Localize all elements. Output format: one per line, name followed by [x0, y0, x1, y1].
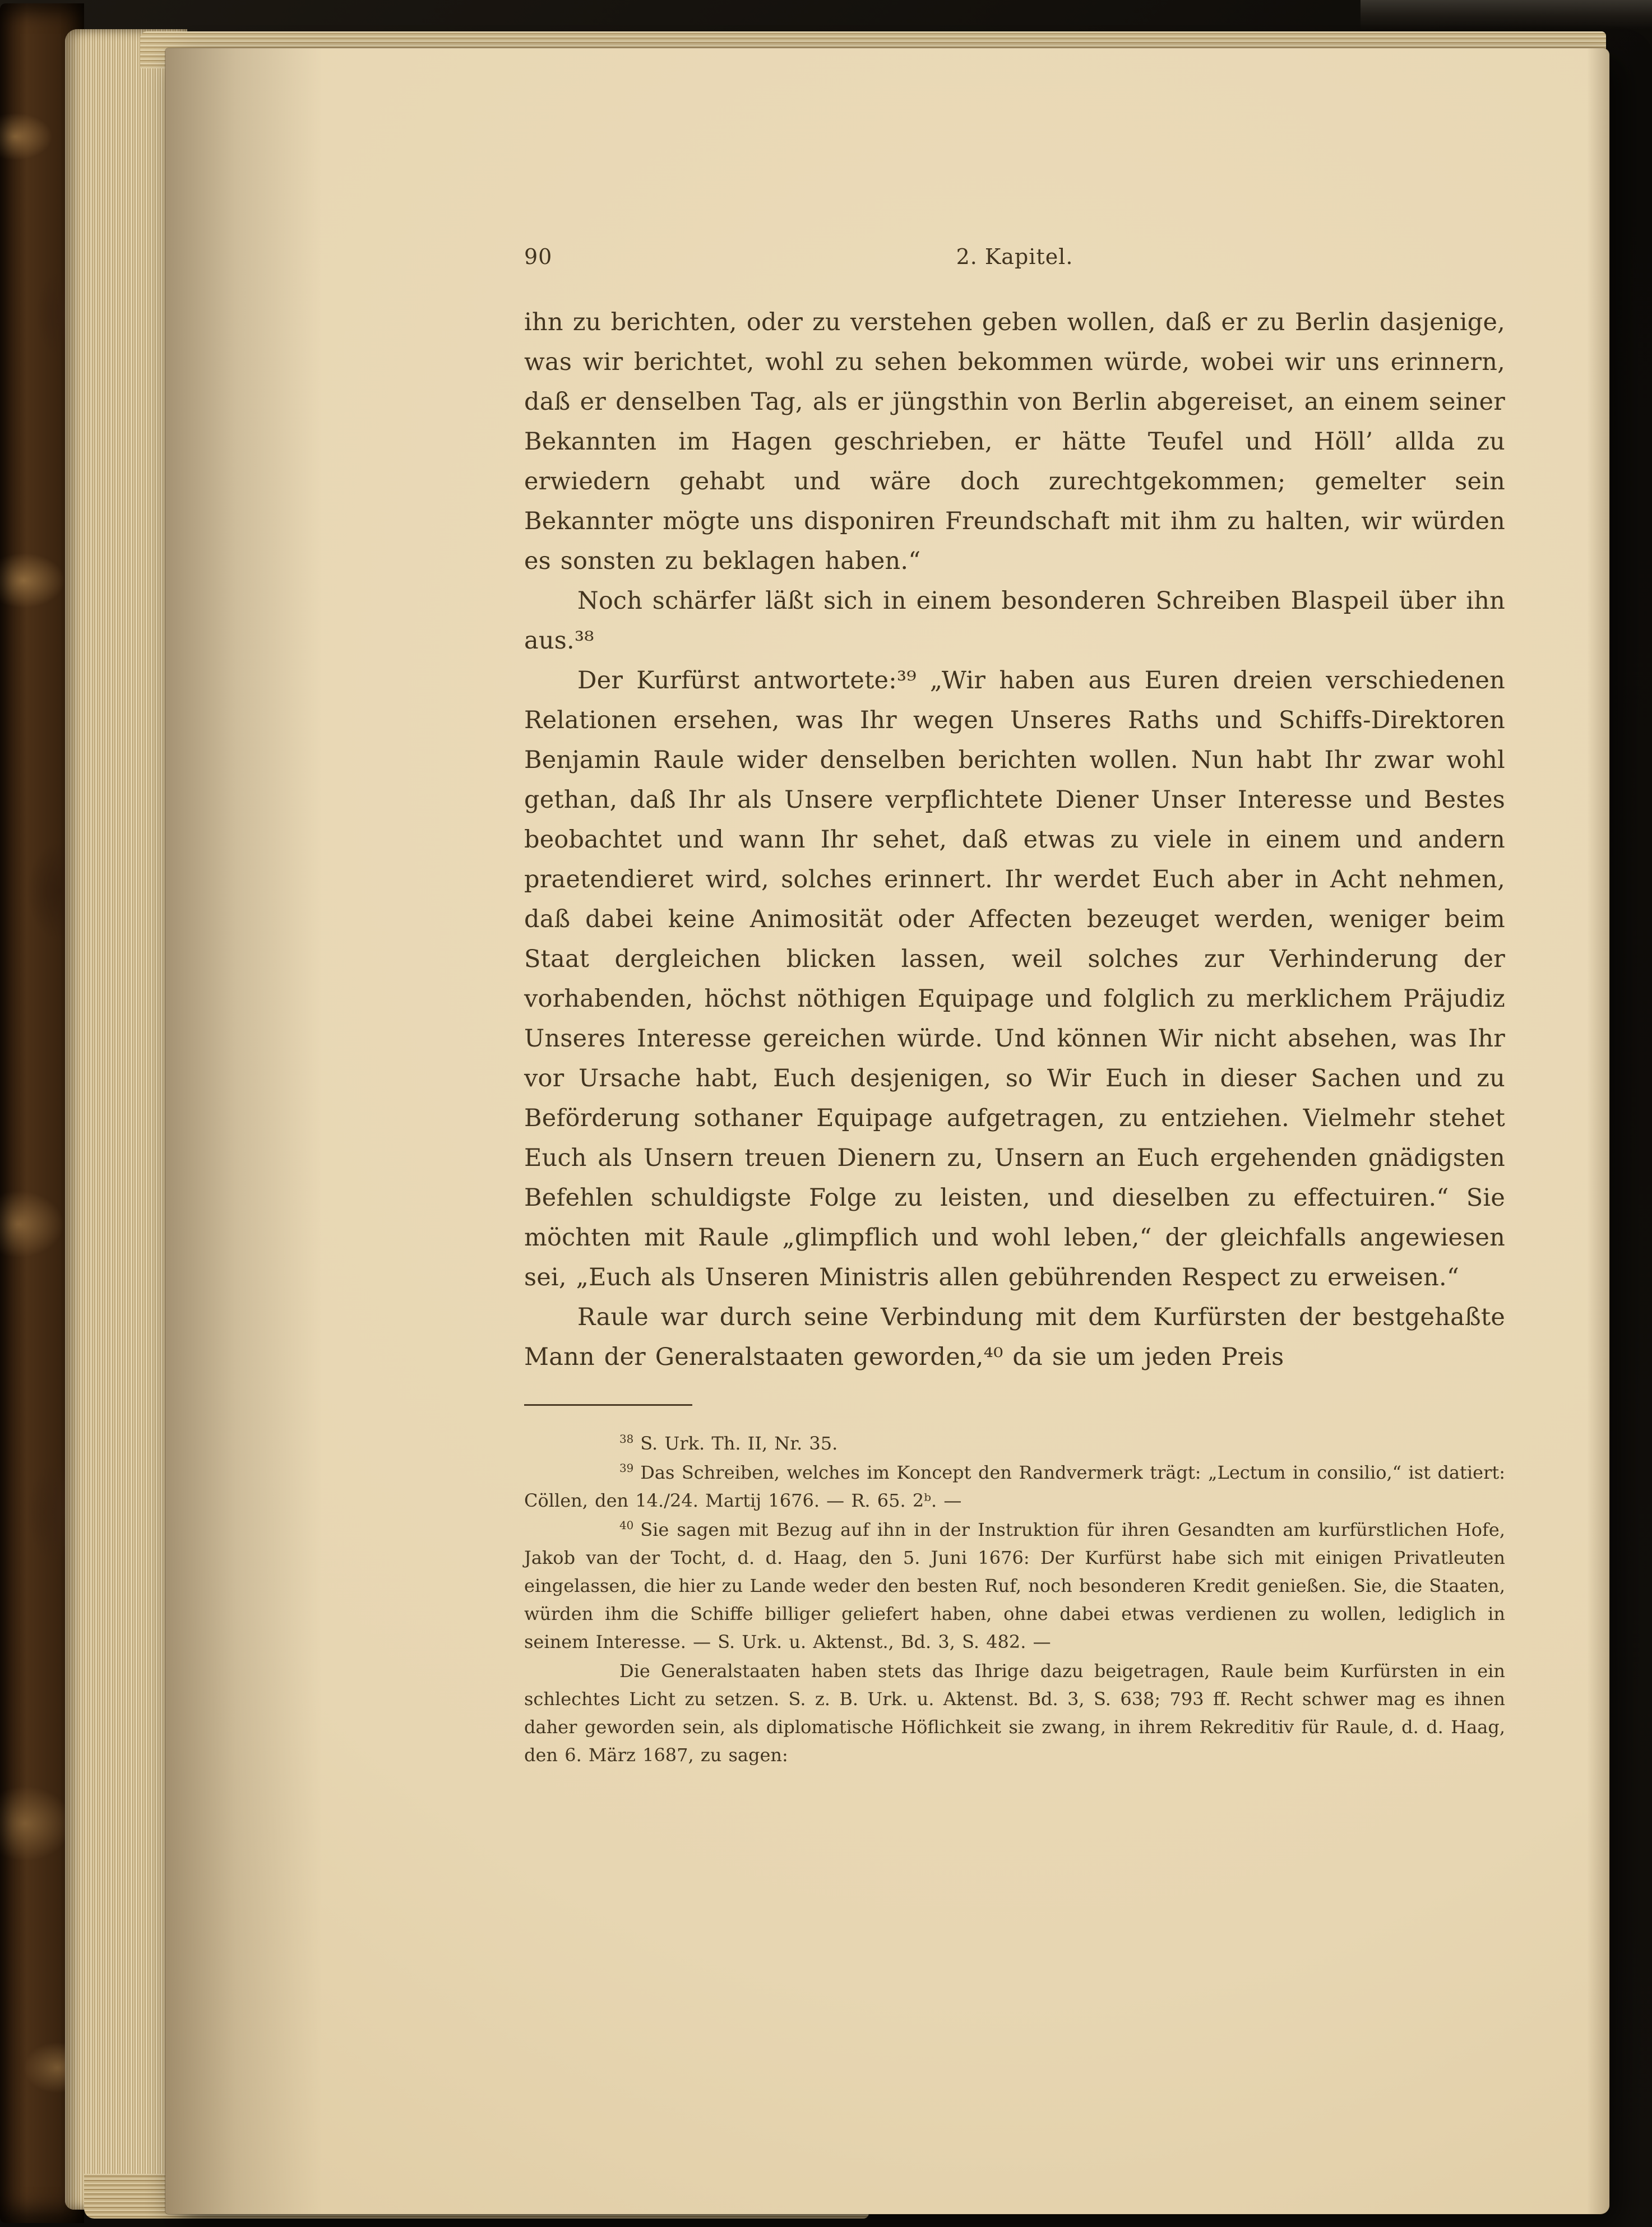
page-content: [165, 48, 1609, 2214]
paragraph: Raule war durch seine Verbindung mit dem Kurfürsten der bestgehaßte Mann der Generalstaaten geworden,⁴⁰ da sie um jeden Preis: [524, 1303, 1505, 1371]
book-page: [165, 48, 1609, 2214]
footnote-marker: 40: [619, 1519, 634, 1532]
running-head: [524, 244, 1505, 269]
body-text: [524, 303, 1505, 1377]
footnote-marker: 39: [619, 1462, 634, 1475]
paragraph: Der Kurfürst antwortete:³⁹ „Wir haben aus Euren dreien verschiedenen Relationen ersehen, was Ihr wegen Unseres Raths und Schiffs-Direktoren Benjamin Raule wider denselben berichten wollen. Nun habt Ihr zwar wohl gethan, daß Ihr als Unsere verpflichtete Diener Unser Interesse und Bestes beobachtet und wann Ihr sehet, daß etwas zu viele in einem und andern praetendieret wird, solches erinnert. Ihr werdet Euch aber in Acht nehmen, daß dabei keine Animosität oder Affecten bezeuget werden, weniger beim Staat dergleichen blicken lassen, weil solches zur Verhinderung der vorhabenden, höchst nöthigen Equipage und folglich zu merklichem Präjudiz Unseres Interesse gereichen würde. Und können Wir nicht absehen, was Ihr vor Ursache habt, Euch desjenigen, so Wir Euch in dieser Sachen und zu Beförderung sothaner Equipage aufgetragen, zu entziehen. Vielmehr stehet Euch als Unsern treuen Dienern zu, Unsern an Euch ergehenden gnädigsten Befehlen schuldigste Folge zu leisten, und dieselben zu effectuiren.“ Sie möchten mit Raule „glimpflich und wohl leben,“ der gleichfalls angewiesen sei, „Euch als Unseren Ministris allen gebührenden Respect zu erweisen.“: [524, 666, 1505, 1291]
footnote: [524, 1459, 1505, 1515]
paragraph: Noch schärfer läßt sich in einem besonderen Schreiben Blaspeil über ihn aus.³⁸: [524, 587, 1505, 655]
footnote-continuation: [524, 1657, 1505, 1769]
footnote: [524, 1516, 1505, 1656]
footnote: [524, 1429, 1505, 1457]
footnotes: [524, 1429, 1505, 1769]
footnote-text: Die Generalstaaten haben stets das Ihrige dazu beigetragen, Raule beim Kurfürsten in ein schlechtes Licht zu setzen. S. z. B. Urk. u. Aktenst. Bd. 3, S. 638; 793 ff. Recht schwer mag es ihnen daher geworden sein, als diplomatische Höflichkeit sie zwang, in ihrem Rekreditiv für Raule, d. d. Haag, den 6. März 1687, zu sagen:: [524, 1660, 1505, 1766]
page-number: 90: [524, 244, 553, 269]
footnote-text: S. Urk. Th. II, Nr. 35.: [640, 1433, 838, 1454]
footnote-text: Sie sagen mit Bezug auf ihn in der Instruktion für ihren Gesandten am kurfürstlichen Hofe, Jakob van der Tocht, d. d. Haag, den 5. Juni 1676: Der Kurfürst habe sich mit einigen Privatleuten eingelassen, die hier zu Lande weder den besten Ruf, noch besonderen Kredit genießen. Sie, die Staaten, würden ihm die Schiffe billiger geliefert haben, ohne dabei etwas verdienen zu wollen, lediglich in seinem Interesse. — S. Urk. u. Aktenst., Bd. 3, S. 482. —: [524, 1519, 1505, 1652]
footnote-separator: [524, 1404, 692, 1406]
chapter-header: 2. Kapitel.: [956, 244, 1073, 269]
paragraph-continuation: ihn zu berichten, oder zu verstehen geben wollen, daß er zu Berlin dasjenige, was wir berichtet, wohl zu sehen bekommen würde, wobei wir uns erinnern, daß er denselben Tag, als er jüngsthin von Berlin abgereiset, an einem seiner Bekannten im Hagen geschrieben, er hätte Teufel und Höll’ allda zu erwiedern gehabt und wäre doch zurechtgekommen; gemelter sein Bekannter mögte uns disponiren Freundschaft mit ihm zu halten, wir würden es sonsten zu beklagen haben.“: [524, 308, 1505, 575]
footnote-marker: 38: [619, 1433, 634, 1446]
book-cover-edge: [1361, 0, 1652, 29]
footnote-text: Das Schreiben, welches im Koncept den Randvermerk trägt: „Lectum in consilio,“ ist datiert: Cöllen, den 14./24. Martij 1676. — R. 65. 2ᵇ. —: [524, 1462, 1505, 1511]
